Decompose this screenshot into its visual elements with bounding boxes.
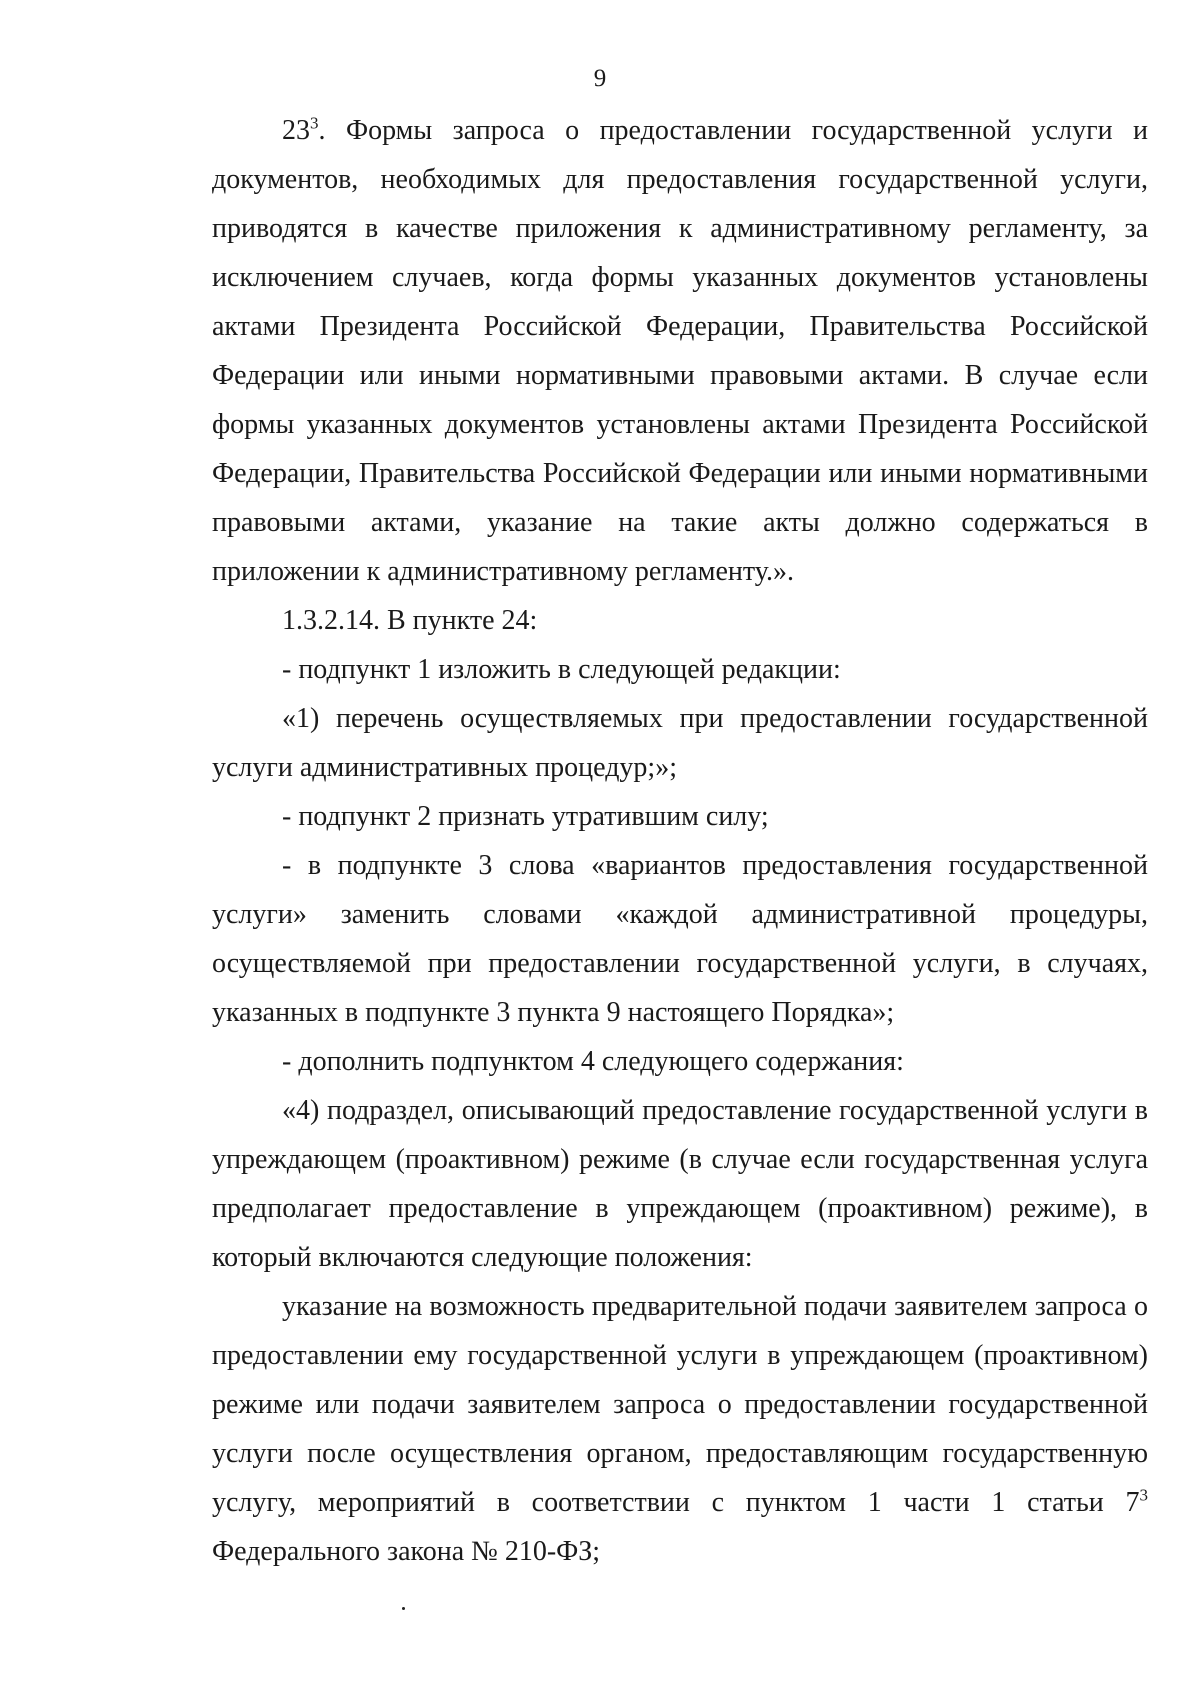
paragraph-23-3 <box>212 106 1148 596</box>
superscript: 3 <box>310 113 319 133</box>
scan-speck <box>402 1607 405 1610</box>
paragraph-proactive-request <box>212 1282 1148 1576</box>
paragraph-text: . Формы запроса о предоставлении государственной услуги и документов, необходимых для предоставления государственной услуги, приводятся в качестве приложения к административному регламенту, за исключением случаев, когда формы указанных документов установлены актами Президента Российской Федерации, Правительства Российской Федерации или иными нормативными правовыми актами. В случае если формы указанных документов установлены актами Президента Российской Федерации, Правительства Российской Федерации или иными нормативными правовыми актами, указание на такие акты должно содержаться в приложении к административному регламенту.». <box>212 115 1148 587</box>
quoted-subpoint-1: «1) перечень осуществляемых при предоставлении государственной услуги административных процедур;»; <box>212 703 1148 783</box>
page-number: 9 <box>593 65 607 92</box>
paragraph-number: 23 <box>282 115 310 146</box>
document-body <box>212 106 1148 1576</box>
instruction-subpoint-3: - в подпункте 3 слова «вариантов предоставления государственной услуги» заменить словами «каждой административной процедуры, осуществляемой при предоставлении государственной услуги, в случаях, указанных в подпункте 3 пункта 9 настоящего Порядка»; <box>212 850 1148 1028</box>
superscript: 3 <box>1139 1485 1148 1505</box>
section-heading-1-3-2-14: 1.3.2.14. В пункте 24: <box>282 605 538 636</box>
quoted-subpoint-4: «4) подраздел, описывающий предоставление государственной услуги в упреждающем (проактивном) режиме (в случае если государственная услуга предполагает предоставление в упреждающем (проактивном) режиме), в который включаются следующие положения: <box>212 1095 1148 1273</box>
instruction-subpoint-4: - дополнить подпунктом 4 следующего содержания: <box>282 1046 904 1077</box>
instruction-subpoint-2: - подпункт 2 признать утратившим силу; <box>282 801 769 832</box>
instruction-subpoint-1: - подпункт 1 изложить в следующей редакции: <box>282 654 841 685</box>
paragraph-text: указание на возможность предварительной подачи заявителем запроса о предоставлении ему государственной услуги в упреждающем (проактивном) режиме или подачи заявителем запроса о предоставлении государственной услуги после осуществления органом, предоставляющим государственную услугу, мероприятий в соответствии с пунктом 1 части 1 статьи 7 <box>212 1291 1148 1518</box>
paragraph-text-tail: Федерального закона № 210-ФЗ; <box>212 1536 601 1567</box>
